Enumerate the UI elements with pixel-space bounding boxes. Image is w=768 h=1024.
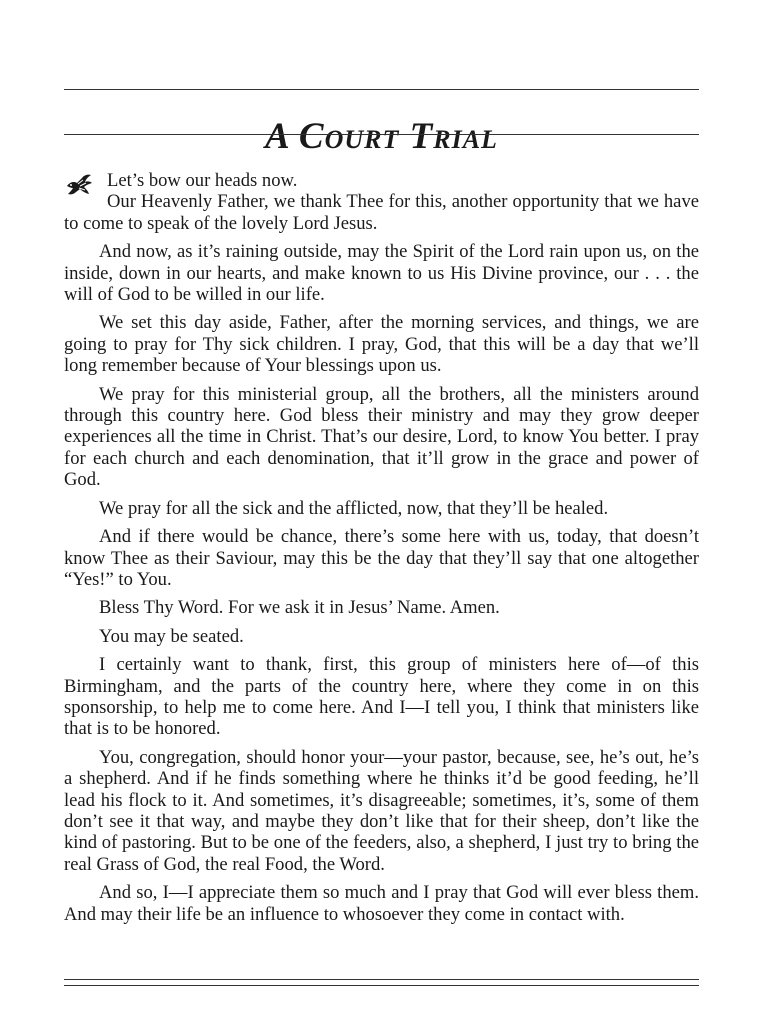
top-rule — [64, 89, 699, 90]
paragraph: Let’s bow our heads now. — [107, 170, 298, 191]
paragraph: And if there would be chance, there’s some here with us, today, that doesn’t know Thee as their Saviour, may this be the day that they’ll say that one altogether “Yes!” to You. — [64, 526, 699, 590]
paragraph: We set this day aside, Father, after the morning services, and things, we are going to pray for Thy sick children. I pray, God, that this will be a day that we’ll long remember because of Your blessings upon us. — [64, 312, 699, 377]
page-title: A Court Trial — [265, 115, 498, 157]
paragraph: We pray for all the sick and the afflicted, now, that they’ll be healed. — [99, 497, 609, 519]
bottom-rule — [64, 985, 699, 986]
document-body — [64, 170, 699, 932]
paragraph: Bless Thy Word. For we ask it in Jesus’ Name. Amen. — [99, 597, 500, 619]
bottom-rule — [64, 979, 699, 980]
paragraph: Our Heavenly Father, we thank Thee for this, another opportunity that we have to come to speak of the lovely Lord Jesus. — [64, 191, 699, 234]
title-rule — [64, 134, 699, 135]
paragraph: I certainly want to thank, first, this group of ministers here of—of this Birmingham, and the parts of the country here, where they come in on this sponsorship, to help me to come here. And I—I tell you, I think that ministers like that is to be honored. — [64, 654, 699, 740]
paragraph: And now, as it’s raining outside, may the Spirit of the Lord rain upon us, on the inside, down in our hearts, and make known to us His Divine province, our . . . the will of God to be willed in our life. — [64, 241, 699, 306]
paragraph: And so, I—I appreciate them so much and I pray that God will ever bless them. And may their life be an influence to whosoever they come in contact with. — [64, 882, 699, 925]
paragraph: You may be seated. — [99, 625, 244, 647]
paragraph: We pray for this ministerial group, all the brothers, all the ministers around through this country here. God bless their ministry and may they grow deeper experiences all the time in Christ. That’s our desire, Lord, to know You better. I pray for each church and each denomination, that it’ll grow in the grace and power of God. — [64, 383, 699, 491]
paragraph: You, congregation, should honor your—your pastor, because, see, he’s out, he’s a shepherd. And if he finds something where he thinks it’d be good feeding, he’ll lead his flock to it. And sometimes, it’s disagreeable; sometimes, it’s, some of them don’t see it that way, and maybe they don’t like that for their sheep, don’t like the kind of pastoring. But to be one of the feeders, also, a shepherd, I just try to bring the real Grass of God, the real Food, the Word. — [64, 746, 699, 875]
